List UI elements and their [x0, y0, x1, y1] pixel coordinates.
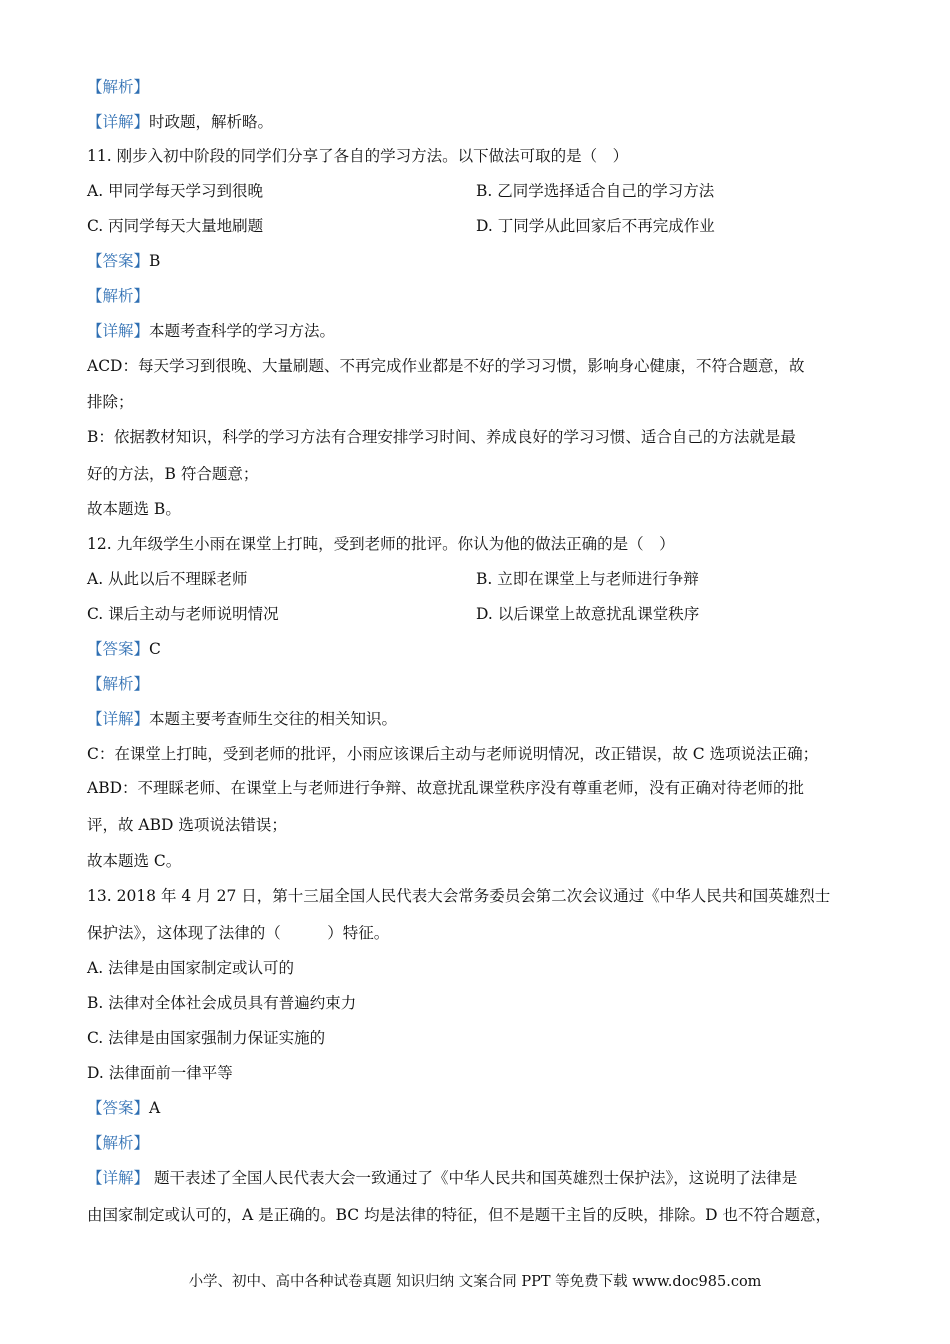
explanation-line: 排除； [87, 393, 134, 411]
q12-option-d: D. 以后课堂上故意扰乱课堂秩序 [476, 605, 700, 623]
answer-label: 【答案】 [87, 640, 150, 658]
answer-value: B [149, 252, 161, 270]
explanation-line: B：依据教材知识，科学的学习方法有合理安排学习时间、养成良好的学习习惯、适合自己的方法就是最 [87, 428, 796, 446]
explanation-line: ACD：每天学习到很晚、大量刷题、不再完成作业都是不好的学习习惯，影响身心健康，不符合题意，故 [87, 357, 805, 375]
q13-option-c: C. 法律是由国家强制力保证实施的 [87, 1029, 326, 1047]
analysis-label: 【解析】 [87, 287, 150, 305]
detail-label: 【详解】 [87, 1169, 150, 1187]
explanation-line: 由国家制定或认可的，A 是正确的。BC 均是法律的特征，但不是题干主旨的反映，排除。D 也不符合题意， [87, 1206, 831, 1224]
explanation-line: 故本题选 C。 [87, 852, 182, 870]
answer-value: C [149, 640, 161, 658]
q11-option-d: D. 丁同学从此回家后不再完成作业 [476, 217, 715, 235]
analysis-label: 【解析】 [87, 1134, 150, 1152]
answer-13 [87, 1098, 160, 1118]
question-12: 12. 九年级学生小雨在课堂上打盹，受到老师的批评。你认为他的做法正确的是（ ） [87, 535, 675, 553]
answer-11 [87, 251, 160, 271]
q12-option-a: A. 从此以后不理睬老师 [87, 570, 248, 588]
footer-banner: 小学、初中、高中各种试卷真题 知识归纳 文案合同 PPT 等免费下载 www.doc985.com [188, 1274, 762, 1290]
detail-text: 本题考查科学的学习方法。 [149, 322, 336, 340]
answer-value: A [149, 1099, 161, 1117]
detail-line [87, 1168, 797, 1188]
q11-option-a: A. 甲同学每天学习到很晚 [87, 182, 264, 200]
explanation-line: 好的方法，B 符合题意； [87, 465, 259, 483]
q12-option-c: C. 课后主动与老师说明情况 [87, 605, 279, 623]
q13-option-d: D. 法律面前一律平等 [87, 1064, 233, 1082]
analysis-label: 【解析】 [87, 675, 150, 693]
explanation-line: C：在课堂上打盹，受到老师的批评，小雨应该课后主动与老师说明情况，改正错误，故 C 选项说法正确； [87, 745, 819, 763]
detail-text: 时政题，解析略。 [149, 113, 274, 131]
detail-text: 本题主要考查师生交往的相关知识。 [149, 710, 398, 728]
answer-label: 【答案】 [87, 1099, 150, 1117]
q11-option-b: B. 乙同学选择适合自己的学习方法 [476, 182, 715, 200]
detail-text: 题干表述了全国人民代表大会一致通过了《中华人民共和国英雄烈士保护法》，这说明了法律是 [149, 1169, 798, 1187]
detail-line [87, 321, 335, 341]
explanation-line: 评，故 ABD 选项说法错误； [87, 816, 287, 834]
detail-line [87, 112, 273, 132]
analysis-label: 【解析】 [87, 78, 150, 96]
q12-option-b: B. 立即在课堂上与老师进行争辩 [476, 570, 699, 588]
detail-label: 【详解】 [87, 113, 150, 131]
detail-label: 【详解】 [87, 322, 150, 340]
detail-line [87, 709, 397, 729]
explanation-line: ABD：不理睬老师、在课堂上与老师进行争辩、故意扰乱课堂秩序没有尊重老师，没有正确对待老师的批 [87, 779, 805, 797]
answer-12 [87, 639, 161, 659]
explanation-line: 故本题选 B。 [87, 500, 181, 518]
question-11: 11. 刚步入初中阶段的同学们分享了各自的学习方法。以下做法可取的是（ ） [87, 147, 629, 165]
q11-option-c: C. 丙同学每天大量地刷题 [87, 217, 264, 235]
detail-label: 【详解】 [87, 710, 150, 728]
answer-label: 【答案】 [87, 252, 150, 270]
question-13: 13. 2018 年 4 月 27 日，第十三届全国人民代表大会常务委员会第二次会议通过《中华人民共和国英雄烈士 [87, 887, 831, 905]
q13-option-a: A. 法律是由国家制定或认可的 [87, 959, 295, 977]
q13-option-b: B. 法律对全体社会成员具有普遍约束力 [87, 994, 357, 1012]
question-13-cont: 保护法》，这体现了法律的（ ）特征。 [87, 924, 390, 942]
